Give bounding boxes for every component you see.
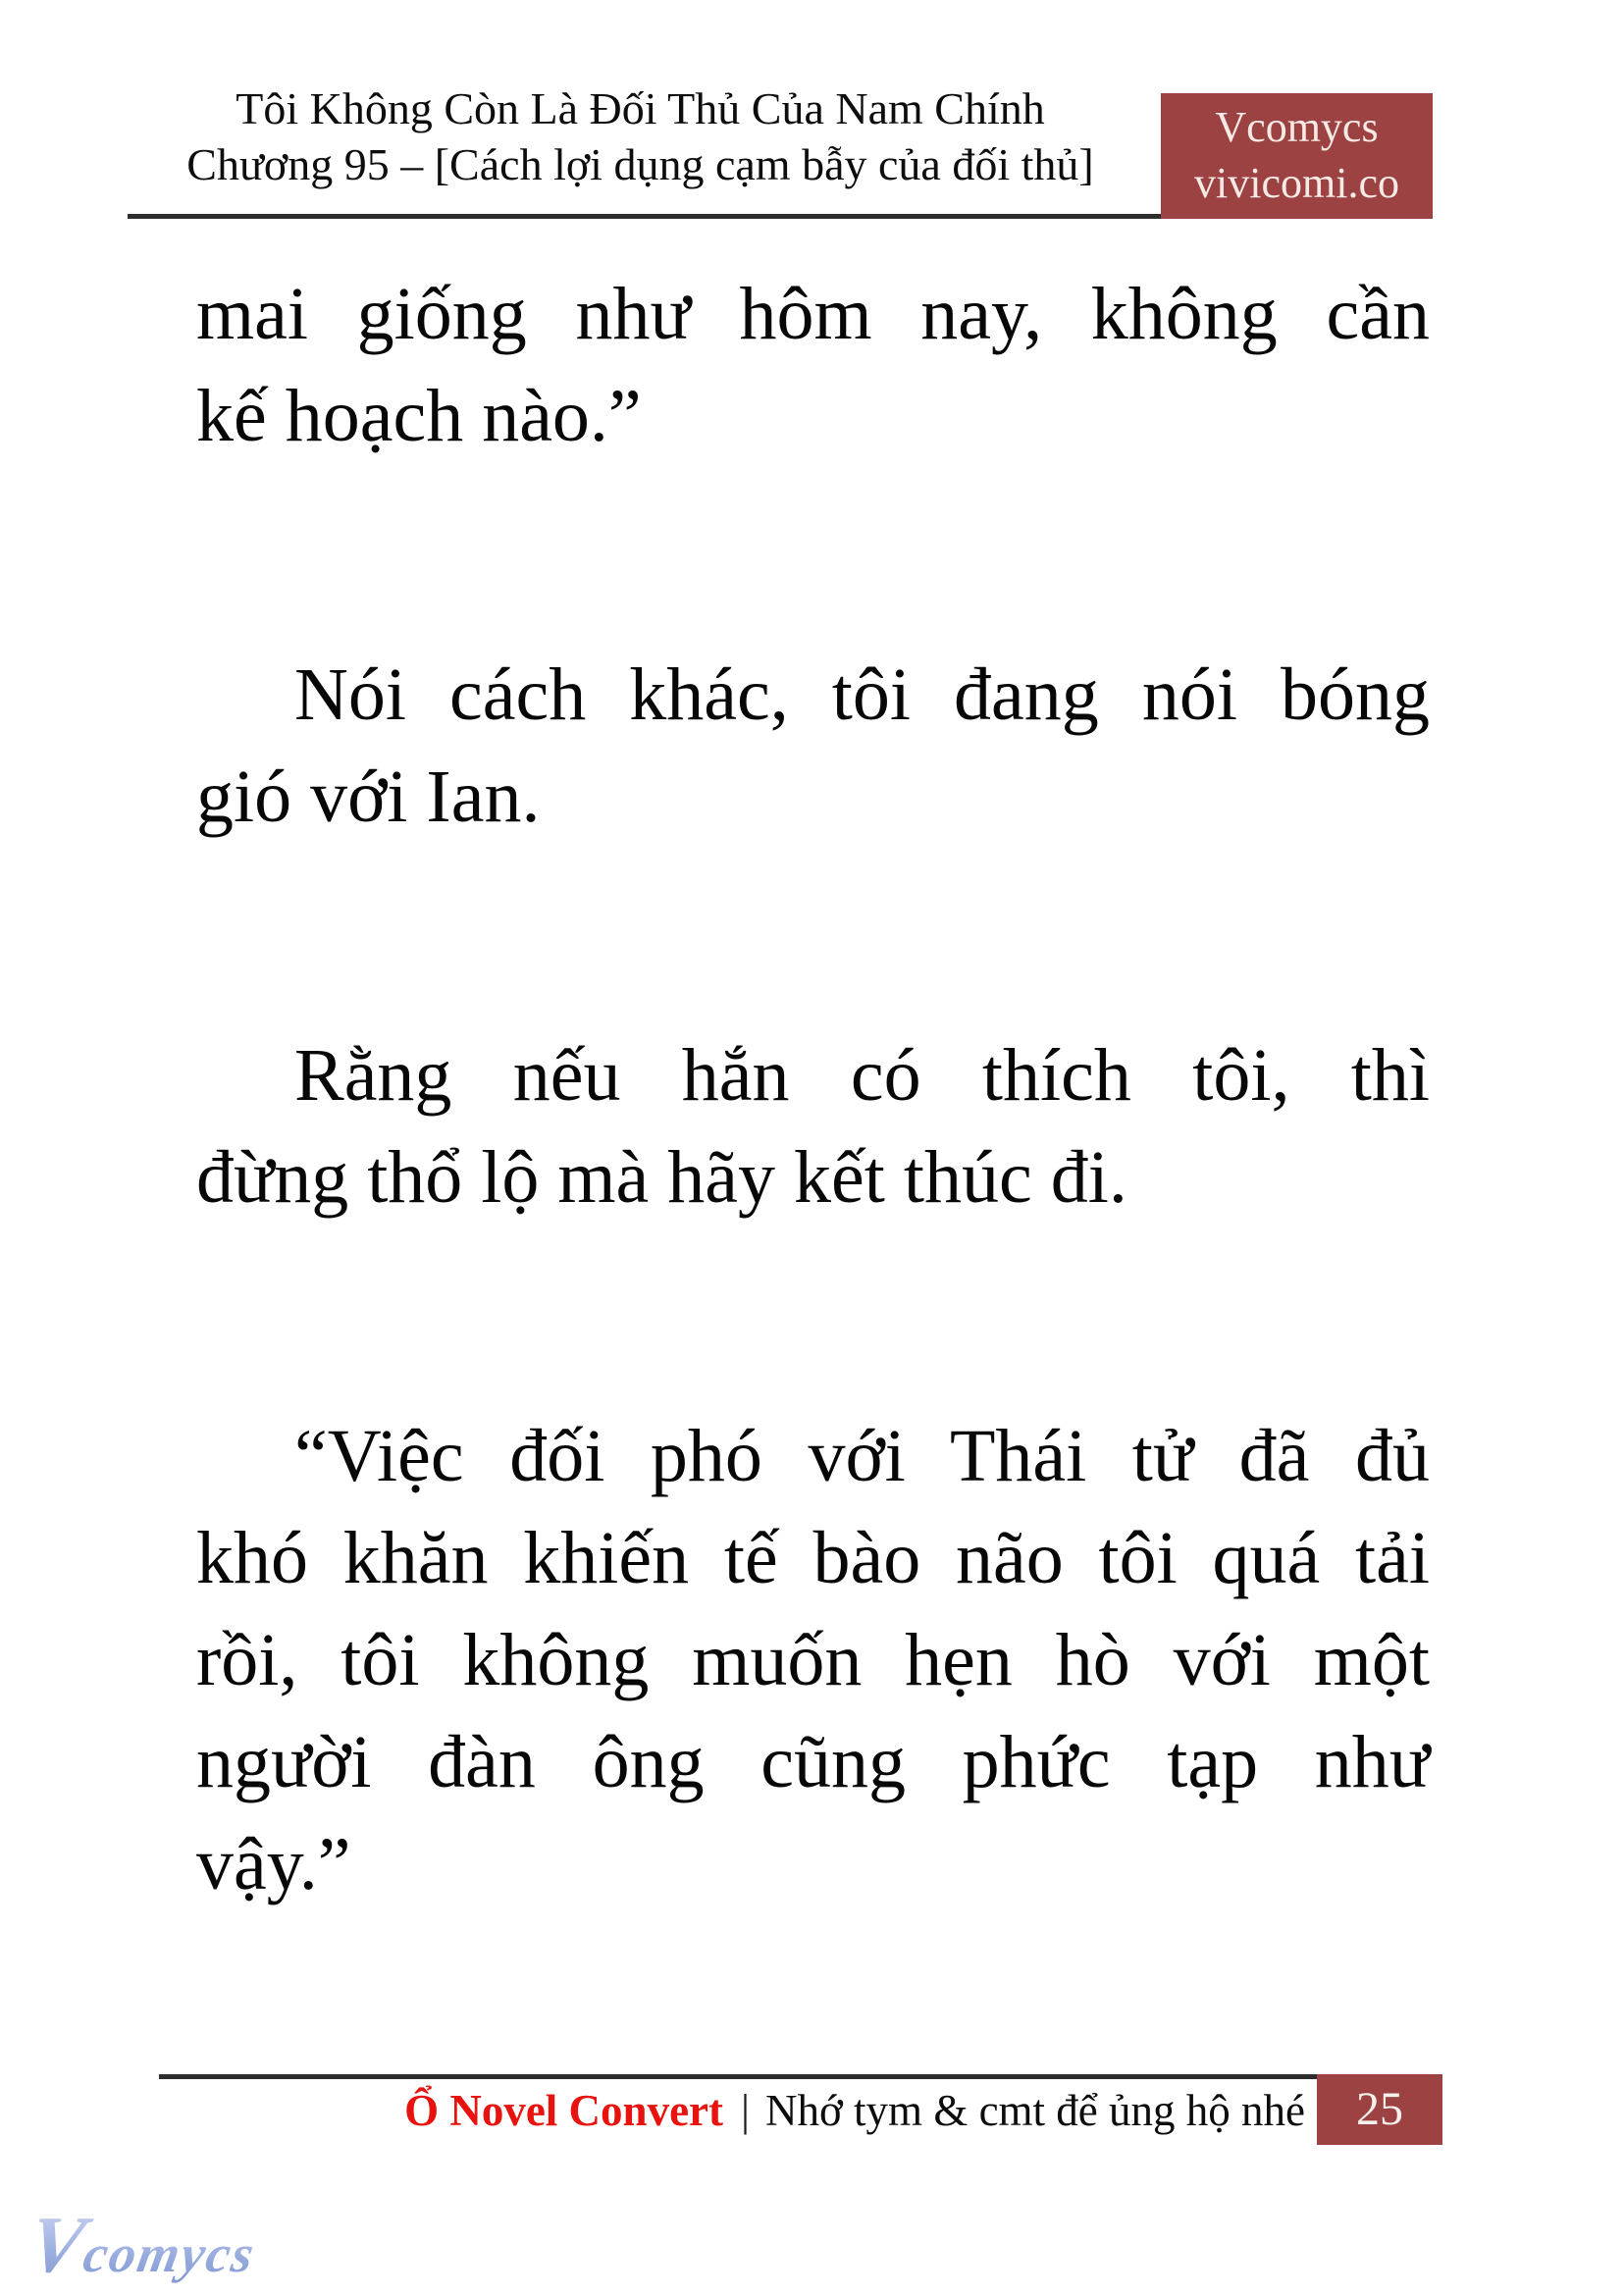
text-line: đừng thổ lộ mà hãy kết thúc đi.	[196, 1136, 1127, 1219]
chapter-body-text	[196, 263, 1430, 1915]
text-line: mai giống như hôm nay, không cần	[196, 273, 1430, 355]
chapter-header	[128, 80, 1153, 192]
text-line: khó khăn khiến tế bào não tôi quá tải	[196, 1517, 1430, 1599]
publisher-name: Vcomycs	[1215, 103, 1379, 151]
paragraph	[196, 644, 1430, 848]
footer-credit	[159, 2081, 1305, 2140]
paragraph	[196, 1405, 1430, 1915]
publisher-badge	[1161, 93, 1433, 219]
footer-brand: Ổ Novel Convert	[404, 2086, 723, 2135]
vcomycs-watermark-logo: Vcomycs	[22, 2206, 263, 2293]
novel-title: Tôi Không Còn Là Đối Thủ Của Nam Chính	[236, 83, 1045, 133]
paragraph	[196, 1024, 1430, 1228]
text-line: Rằng nếu hắn có thích tôi, thì	[294, 1034, 1430, 1117]
page-number: 25	[1356, 2083, 1403, 2135]
chapter-subtitle: Chương 95 – [Cách lợi dụng cạm bẫy của đối thủ]	[186, 139, 1094, 189]
page-number-badge	[1317, 2074, 1442, 2145]
text-line: người đàn ông cũng phức tạp như	[196, 1721, 1430, 1803]
paragraph	[196, 263, 1430, 467]
footer-divider-line	[159, 2074, 1317, 2079]
text-line: rồi, tôi không muốn hẹn hò với một	[196, 1619, 1430, 1701]
publisher-site: vivicomi.co	[1194, 159, 1399, 207]
footer-separator: |	[741, 2086, 751, 2135]
text-line: gió với Ian.	[196, 756, 541, 838]
text-line: “Việc đối phó với Thái tử đã đủ	[294, 1415, 1430, 1497]
text-line: vậy.”	[196, 1823, 351, 1905]
text-line: kế hoạch nào.”	[196, 375, 642, 457]
text-line: Nói cách khác, tôi đang nói bóng	[294, 653, 1430, 736]
footer-message: Nhớ tym & cmt để ủng hộ nhé	[765, 2086, 1305, 2135]
